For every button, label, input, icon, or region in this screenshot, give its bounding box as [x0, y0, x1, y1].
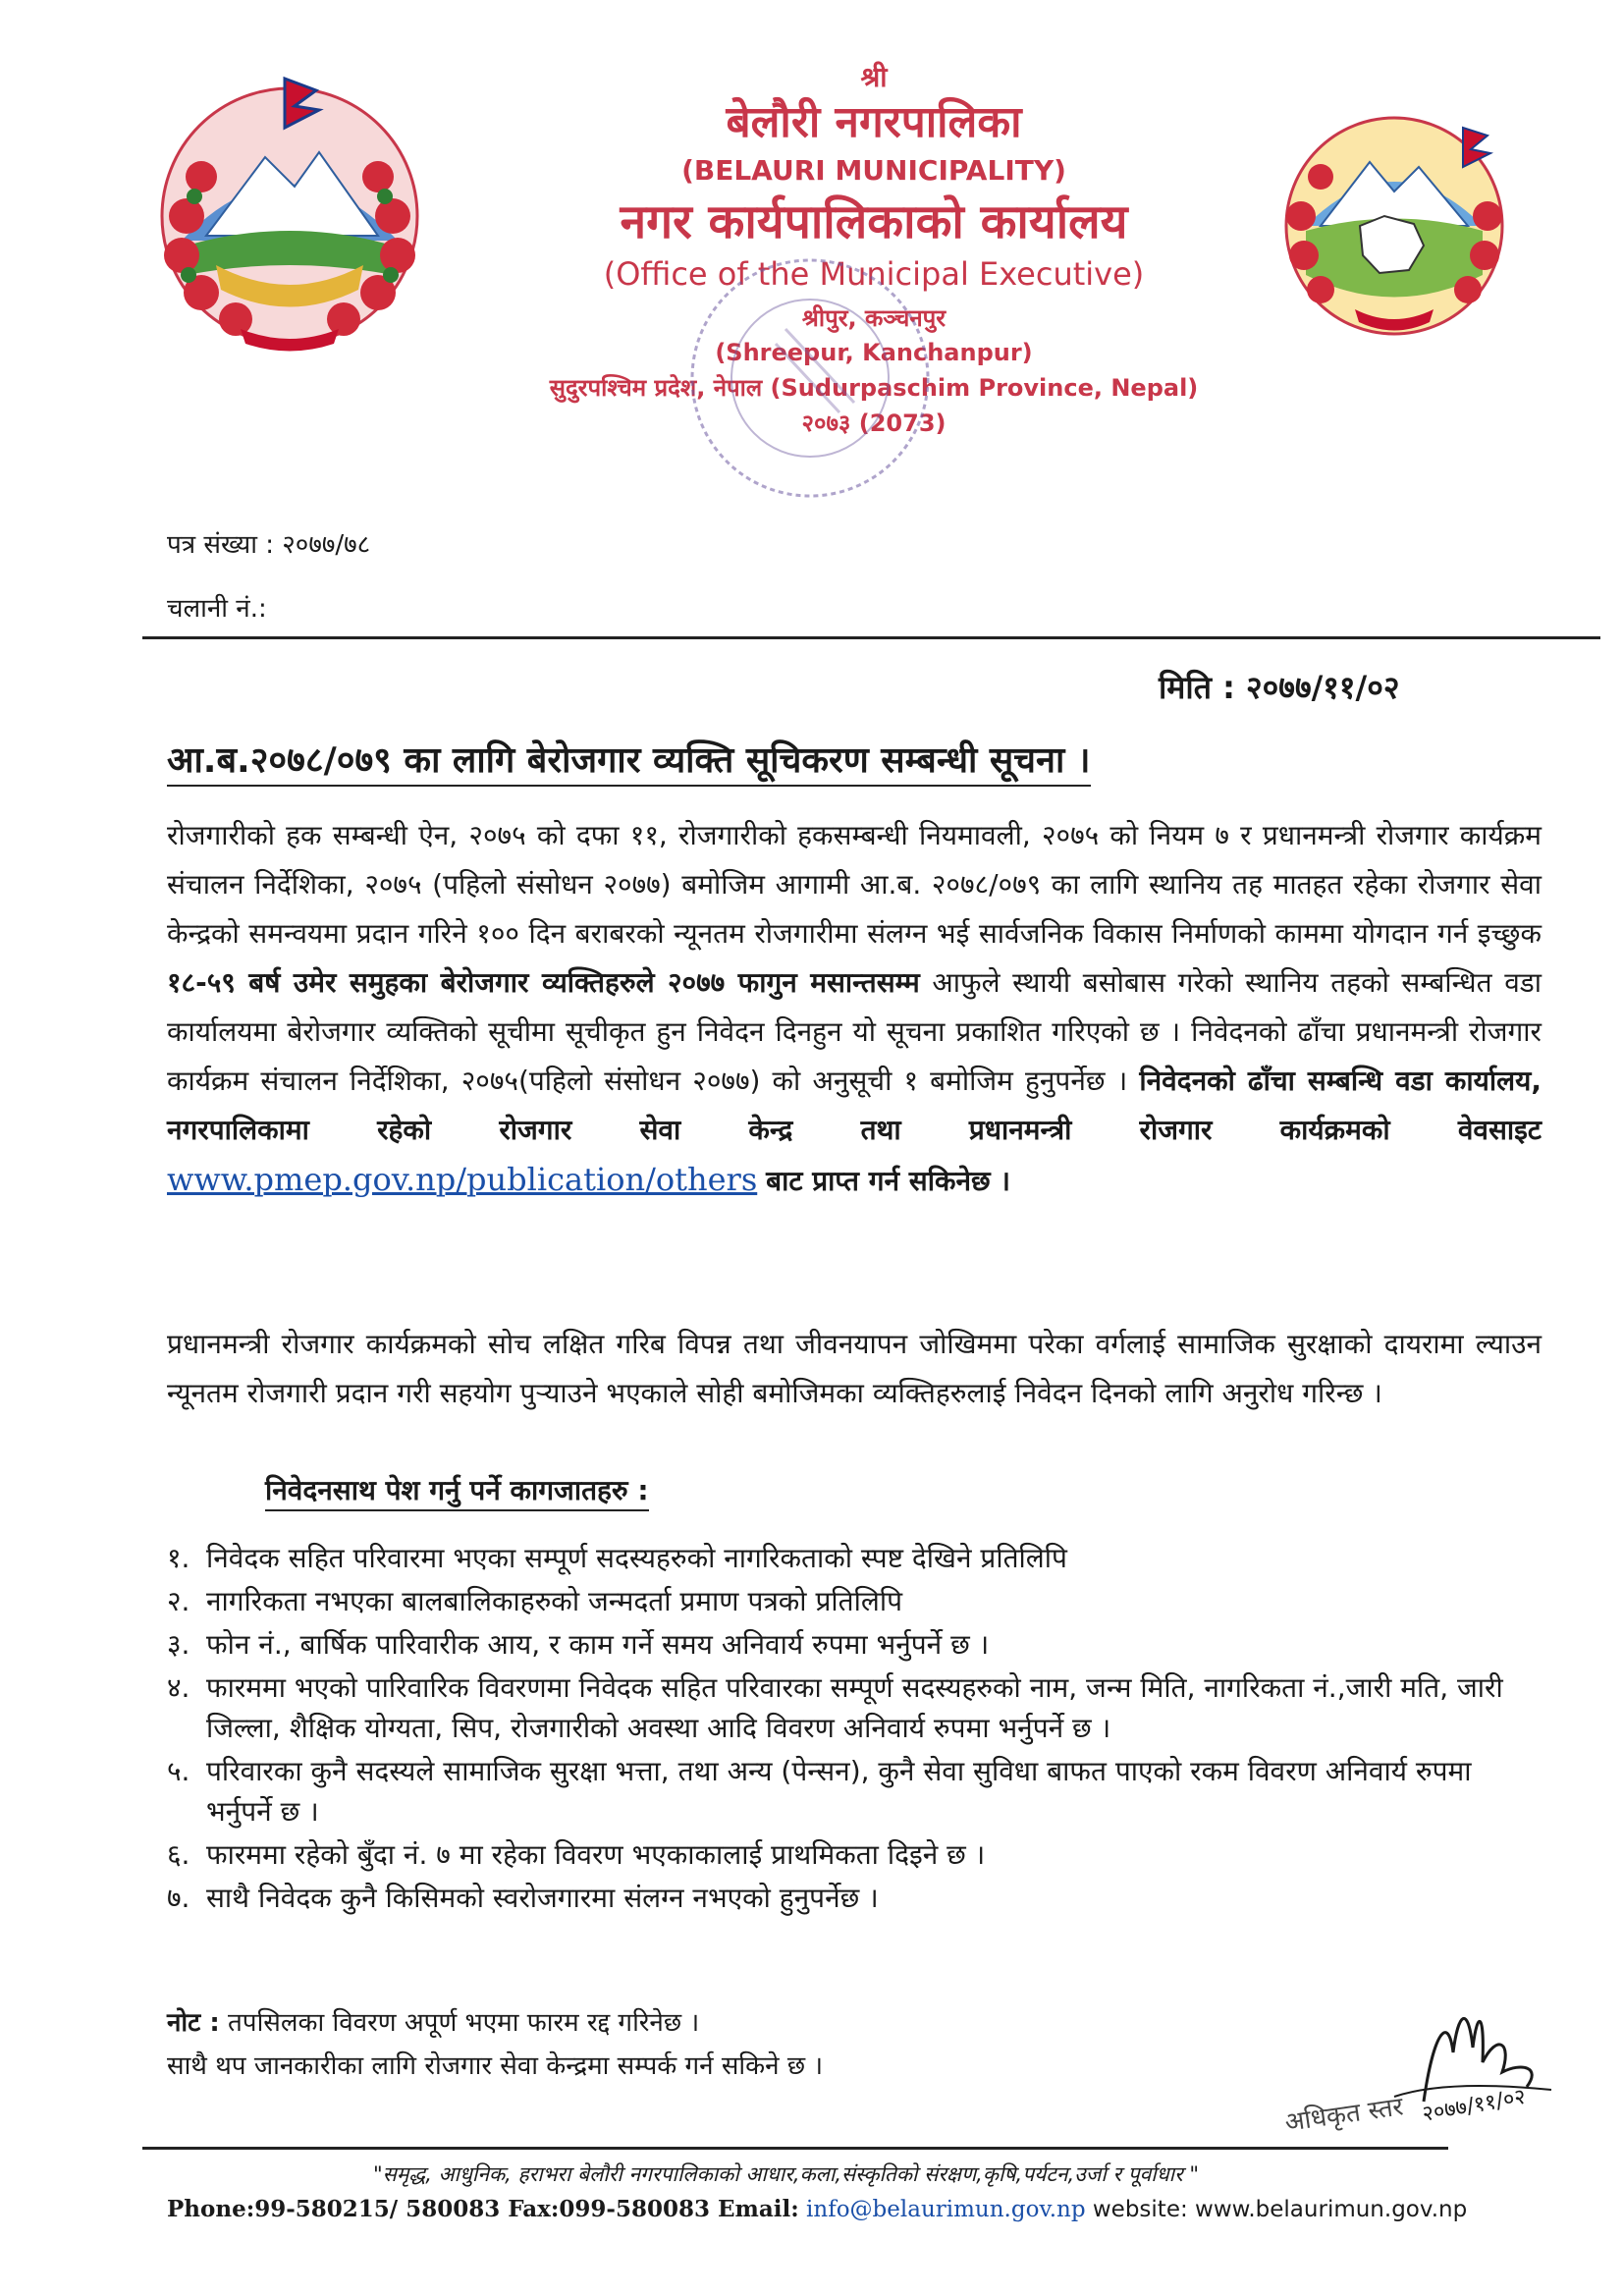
documents-list: [167, 1538, 1522, 1921]
dispatch-number: चलानी नं.:: [167, 594, 267, 624]
list-item-number: २.: [167, 1585, 190, 1617]
municipality-name-nepali: बेलौरी नगरपालिका: [726, 97, 1022, 148]
documents-heading: निवेदनसाथ पेश गर्नु पर्ने कागजातहरु :: [265, 1471, 649, 1511]
office-name-nepali: नगर कार्यपालिकाको कार्यालय: [620, 193, 1128, 249]
list-item-number: ७.: [167, 1882, 190, 1914]
list-item: [167, 1834, 1522, 1875]
footer-email-link[interactable]: info@belaurimun.gov.np: [806, 2197, 1086, 2222]
notice-paragraph-2: प्रधानमन्त्री रोजगार कार्यक्रमको सोच लक्षित गरिब विपन्न तथा जीवनयापन जोखिममा परेका वर्गलाई सामाजिक सुरक्षाको दायरामा ल्याउन न्यूनतम रोजगारी प्रदान गरी सहयोग पुऱ्याउने भएकाले सोही बमोजिमका व्यक्तिहरुलाई निवेदन दिनको लागि अनुरोध गरिन्छ ।: [167, 1328, 1542, 1409]
list-item-text: नागरिकता नभएका बालबालिकाहरुको जन्मदर्ता प्रमाण पत्रको प्रतिलिपि: [206, 1585, 902, 1617]
signature-icon: [1276, 1994, 1571, 2141]
note-line-2: साथै थप जानकारीका लागि रोजगार सेवा केन्द्रमा सम्पर्क गर्न सकिने छ ।: [167, 2051, 824, 2081]
header-divider: [142, 636, 1600, 639]
province-line: सुदुरपश्चिम प्रदेश, नेपाल (Sudurpaschim Province, Nepal): [549, 373, 1199, 402]
list-item-text: फारममा भएको पारिवारिक विवरणमा निवेदक सहित परिवारका सम्पूर्ण सदस्यहरुको नाम, जन्म मिति, नागरिकता नं.,जारी मति, जारी जिल्ला, शैक्षिक योग्यता, सिप, रोजगारीको अवस्था आदि विवरण अनिवार्य रुपमा भर्नुपर्ने छ ।: [206, 1671, 1503, 1744]
paragraph-1-text-a: रोजगारीको हक सम्बन्धी ऐन, २०७५ को दफा ११, रोजगारीको हकसम्बन्धी नियमावली, २०७५ को नियम ७ र प्रधानमन्त्री रोजगार कार्यक्रम संचालन निर्देशिका, २०७५ (पहिलो संसोधन २०७७) बमोजिम आगामी आ.ब. २०७८/०७९ का लागि स्थानिय तह मातहत रहेका रोजगार सेवा केन्द्रको समन्वयमा प्रदान गरिने १०० दिन बराबरको न्यूनतम रोजगारीमा संलग्न भई सार्वजनिक विकास निर्माणको काममा योगदान गर्न इच्छुक: [167, 819, 1542, 950]
list-item-number: १.: [167, 1542, 190, 1574]
list-item-text: फारममा रहेको बुँदा नं. ७ मा रहेका विवरण भएकाकालाई प्राथमिकता दिइने छ ।: [206, 1838, 986, 1871]
place-english: (Shreepur, Kanchanpur): [715, 338, 1033, 366]
paragraph-1-bold-c: बाट प्राप्त गर्न सकिनेछ ।: [766, 1165, 1011, 1197]
office-name-english: (Office of the Municipal Executive): [603, 254, 1145, 293]
note-block: [167, 2001, 823, 2088]
list-item: [167, 1624, 1522, 1665]
paragraph-1-bold-b: निवेदनको ढाँचा सम्बन्धि वडा कार्यालय, नगरपालिकामा रहेको रोजगार सेवा केन्द्र तथा प्रधानमन्त्री रोजगार कार्यक्रमको वेवसाइट: [167, 1065, 1542, 1146]
list-item: [167, 1667, 1522, 1748]
footer-contact: [167, 2196, 1467, 2222]
list-item: [167, 1538, 1522, 1578]
nepal-emblem-icon: [147, 69, 432, 354]
list-item-text: साथै निवेदक कुनै किसिमको स्वरोजगारमा संलग्न नभएको हुनुपर्नेछ ।: [206, 1882, 879, 1914]
footer-motto: "समृद्ध, आधुनिक, हराभरा बेलौरी नगरपालिकाको आधार,कला,संस्कृतिको संरक्षण,कृषि,पर्यटन,उर्जा र पूर्वाधार ": [373, 2162, 1200, 2186]
list-item: [167, 1878, 1522, 1918]
note-label: नोट :: [167, 2008, 220, 2038]
list-item: [167, 1581, 1522, 1621]
signature-date: २०७७/११/०२: [1420, 2084, 1528, 2127]
letterhead-shree: श्री: [860, 61, 888, 93]
municipality-name-english: (BELAURI MUNICIPALITY): [681, 153, 1066, 187]
list-item-text: परिवारका कुनै सदस्यले सामाजिक सुरक्षा भत्ता, तथा अन्य (पेन्सन), कुनै सेवा सुविधा बाफत पाएको रकम विवरण अनिवार्य रुपमा भर्नुपर्ने छ ।: [206, 1755, 1472, 1828]
paragraph-1-text-b: आफुले स्थायी बसोबास गरेको स्थानिय तहको सम्बन्धित वडा कार्यालयमा बेरोजगार व्यक्तिको सूचीमा सूचीकृत हुन निवेदन दिनहुन यो सूचना प्रकाशित गरिएको छ । निवेदनको ढाँचा प्रधानमन्त्री रोजगार कार्यक्रम संचालन निर्देशिका, २०७५(पहिलो संसोधन २०७७) को अनुसूची १ बमोजिम हुनुपर्नेछ ।: [167, 966, 1542, 1097]
footer-website[interactable]: website: www.belaurimun.gov.np: [1092, 2197, 1468, 2222]
established-year: २०७३ (2073): [801, 410, 947, 438]
office-stamp-icon: [668, 236, 952, 520]
letter-number: पत्र संख्या : २०७७/७८: [167, 530, 371, 560]
list-item: [167, 1751, 1522, 1831]
paragraph-1-bold-a: १८-५९ बर्ष उमेर समुहका बेरोजगार व्यक्तिहरुले २०७७ फागुन मसान्तसम्म: [167, 966, 920, 999]
signature-designation: अधिकृत स्तर: [1282, 2092, 1406, 2138]
notice-date: मिति : २०७७/११/०२: [1159, 669, 1400, 706]
list-item-number: ३.: [167, 1628, 190, 1661]
footer-divider: [142, 2147, 1448, 2150]
note-line-1: तपसिलका विवरण अपूर्ण भएमा फारम रद्द गरिनेछ ।: [227, 2008, 700, 2038]
pmep-website-link[interactable]: www.pmep.gov.np/publication/others: [167, 1161, 758, 1198]
notice-title: आ.ब.२०७८/०७९ का लागि बेरोजगार व्यक्ति सूचिकरण सम्बन्धी सूचना ।: [167, 735, 1091, 787]
list-item-number: ६.: [167, 1838, 190, 1871]
list-item-text: निवेदक सहित परिवारमा भएका सम्पूर्ण सदस्यहरुको नागरिकताको स्पष्ट देखिने प्रतिलिपि: [206, 1542, 1067, 1574]
list-item-number: ५.: [167, 1755, 190, 1787]
notice-paragraph-1: [167, 811, 1542, 1206]
footer-phone-fax: Phone:99-580215/ 580083 Fax:099-580083 Email:: [167, 2196, 799, 2222]
list-item-text: फोन नं., बार्षिक पारिवारीक आय, र काम गर्ने समय अनिवार्य रुपमा भर्नुपर्ने छ ।: [206, 1628, 990, 1661]
list-item-number: ४.: [167, 1671, 190, 1704]
place-nepali: श्रीपुर, कञ्चनपुर: [801, 304, 947, 333]
